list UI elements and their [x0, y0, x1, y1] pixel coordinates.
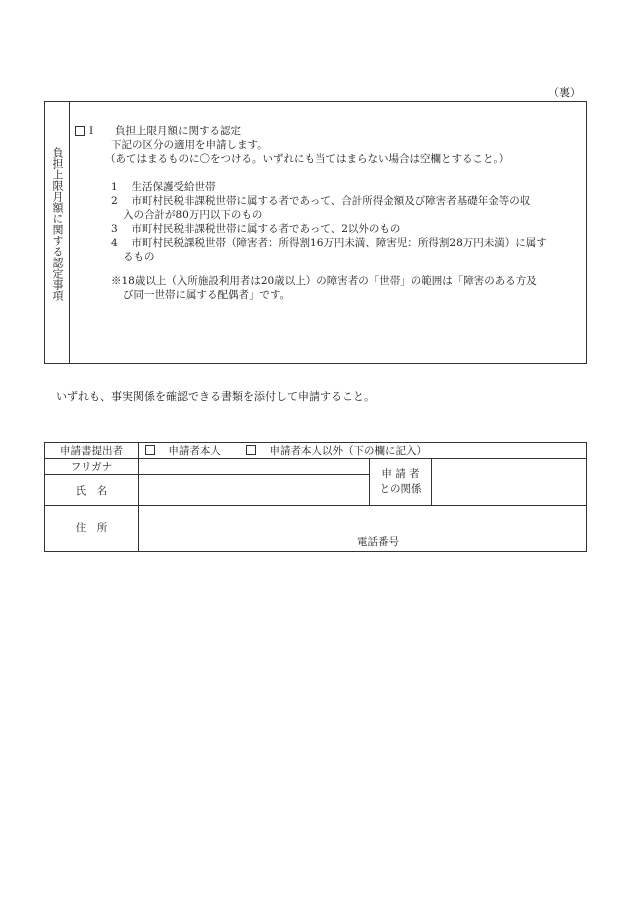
category-item[interactable]: 3 市町村民税非課税世帯に属する者であって、2以外のもの: [111, 223, 401, 235]
category-item-continuation: るもの: [123, 251, 155, 263]
address-label: 住 所: [45, 506, 139, 552]
section-content: [75, 124, 580, 302]
section-checkbox[interactable]: [75, 126, 85, 136]
address-input[interactable]: [139, 506, 587, 552]
self-checkbox[interactable]: [145, 445, 155, 455]
furigana-input[interactable]: [139, 459, 370, 475]
category-item-continuation: 入の合計が80万円以下のもの: [123, 209, 263, 221]
submitter-label: 申請書提出者: [45, 443, 139, 459]
page-side-label: （裏）: [548, 86, 581, 99]
section-side-label: 負担上限月額に関する認定事項: [51, 147, 64, 301]
relation-input[interactable]: [432, 459, 587, 506]
household-remark: ※18歳以上（入所施設利用者は20歳以上）の障害者の「世帯」の範囲は「障害のある方及: [111, 275, 537, 287]
other-checkbox[interactable]: [246, 445, 256, 455]
certification-section: [44, 101, 587, 364]
section-side-column: [45, 102, 70, 363]
attachment-note: いずれも、事実関係を確認できる書類を添付して申請すること。: [56, 390, 375, 403]
phone-label: 電話番号: [357, 536, 399, 548]
name-input[interactable]: [139, 475, 370, 506]
section-number: I: [89, 125, 94, 137]
submitter-options: [139, 443, 587, 459]
section-heading: 負担上限月額に関する認定: [115, 125, 241, 137]
household-remark-continuation: び同一世帯に属する配偶者」です。: [123, 289, 291, 301]
relation-label: 申 請 者 との関係: [370, 459, 432, 506]
name-label: 氏 名: [45, 475, 139, 506]
instruction-note: （あてはまるものに〇をつける。いずれにも当てはまらない場合は空欄とすること。）: [105, 153, 510, 165]
furigana-label: フリガナ: [45, 459, 139, 475]
category-item[interactable]: 1 生活保護受給世帯: [111, 181, 216, 193]
other-option-label: 申請者本人以外（下の欄に記入）: [269, 445, 428, 457]
category-list: [75, 180, 580, 264]
category-item[interactable]: 2 市町村民税非課税世帯に属する者であって、合計所得金額及び障害者基礎年金等の収: [111, 195, 531, 207]
self-option-label: 申請者本人: [168, 445, 221, 457]
applicant-form: [44, 442, 587, 552]
category-item[interactable]: 4 市町村民税課税世帯（障害者：所得割16万円未満、障害児：所得割28万円未満）に属す: [111, 237, 547, 249]
instruction-text: 下記の区分の適用を申請します。: [111, 139, 268, 151]
